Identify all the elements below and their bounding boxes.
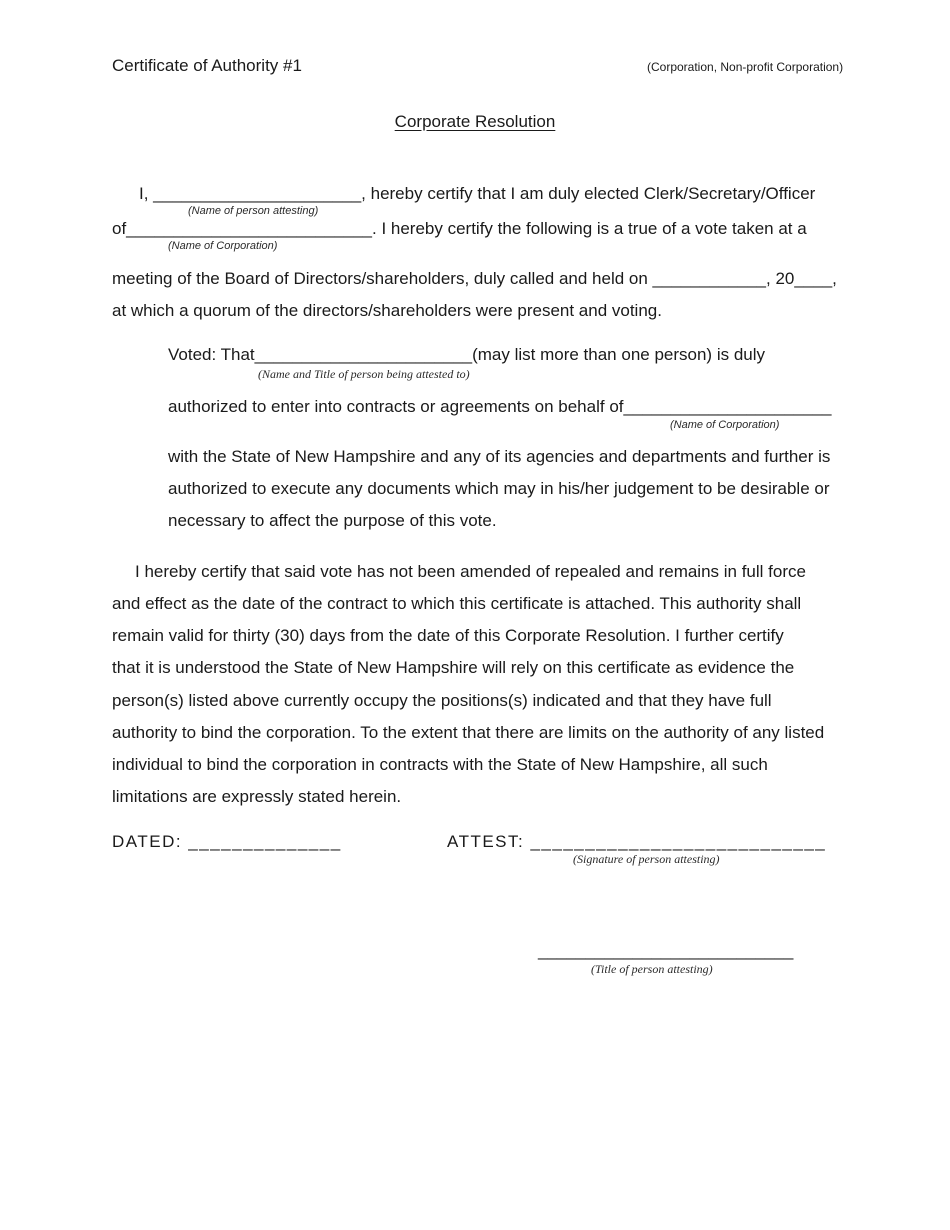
para2-line: limitations are expressly stated herein. [112,787,402,806]
para2-line: remain valid for thirty (30) days from the date of this Corporate Resolution. I further certify [112,626,784,645]
caption-name-corporation: (Name of Corporation) [168,240,278,252]
para2-line: that it is understood the State of New Hampshire will rely on this certificate as evidence the [112,658,795,677]
vote-line1: Voted: That_______________________(may list more than one person) is duly [168,345,766,364]
document-id: Certificate of Authority #1 [112,56,302,75]
dated-field: DATED: ______________ [112,832,342,851]
vote-line5: necessary to affect the purpose of this vote. [168,511,497,530]
caption-vote-corporation: (Name of Corporation) [670,419,780,431]
caption-signature-attesting: (Signature of person attesting) [573,852,720,866]
title-line: ___________________________ [538,941,794,960]
vote-line2: authorized to enter into contracts or agreements on behalf of______________________ [168,397,832,416]
para2-line: I hereby certify that said vote has not been amended of repealed and remains in full force [135,562,806,581]
para1-line4: at which a quorum of the directors/shareholders were present and voting. [112,301,662,320]
caption-title-attesting: (Title of person attesting) [591,962,713,976]
page-title: Corporate Resolution [394,112,556,131]
caption-name-title-attested: (Name and Title of person being attested to) [258,367,470,381]
para2-line: authority to bind the corporation. To the extent that there are limits on the authority of any listed [112,723,825,742]
entity-types: (Corporation, Non-profit Corporation) [647,60,844,74]
para1-line1: I, ______________________, hereby certify that I am duly elected Clerk/Secretary/Officer [139,184,816,203]
caption-name-attesting: (Name of person attesting) [188,205,319,217]
para2-line: person(s) listed above currently occupy the positions(s) indicated and that they have full [112,691,772,710]
para1-line3: meeting of the Board of Directors/shareholders, duly called and held on ____________, 20____, [112,269,837,288]
vote-line3: with the State of New Hampshire and any of its agencies and departments and further is [168,447,831,466]
attest-field: ATTEST: ___________________________ [447,832,827,851]
para2-line: and effect as the date of the contract to which this certificate is attached. This authority shall [112,594,802,613]
para2-line: individual to bind the corporation in contracts with the State of New Hampshire, all such [112,755,768,774]
vote-line4: authorized to execute any documents which may in his/her judgement to be desirable or [168,479,830,498]
para1-line2: of__________________________. I hereby certify the following is a true of a vote taken at a [112,219,807,238]
